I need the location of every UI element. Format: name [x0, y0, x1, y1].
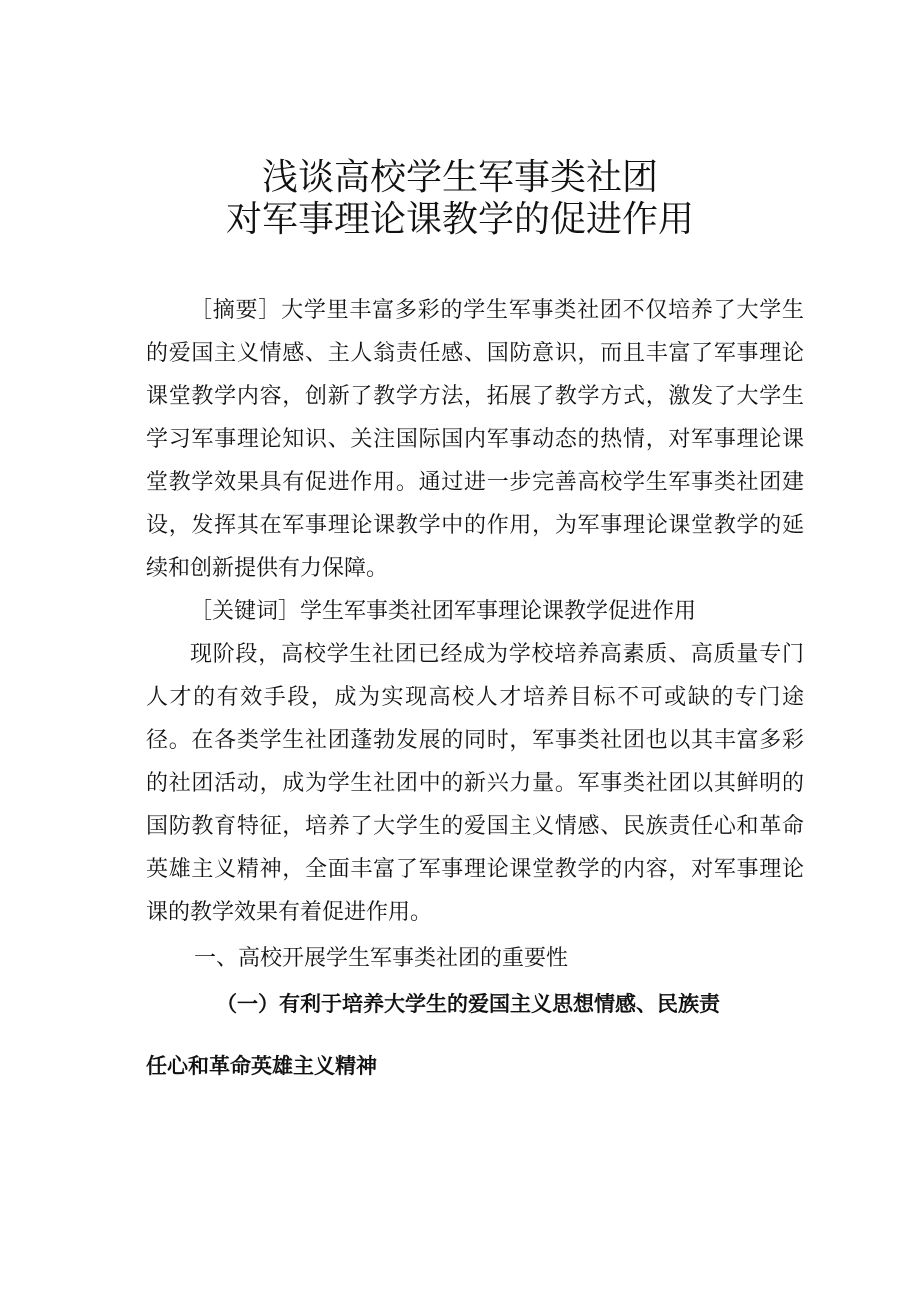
document-title-line-2: 对军事理论课教学的促进作用 [225, 199, 694, 240]
keywords-section [146, 590, 804, 633]
section-heading-1: 一、高校开展学生军事类社团的重要性 [194, 946, 569, 971]
document-title-line-1: 浅谈高校学生军事类社团 [261, 157, 658, 198]
subsection-heading-1-line-2: 任心和革命英雄主义精神 [146, 1054, 377, 1078]
keywords-paragraph: ［关键词］学生军事类社团军事理论课教学促进作用 [190, 599, 697, 624]
abstract-paragraph: ［摘要］大学里丰富多彩的学生军事类社团不仅培养了大学生的爱国主义情感、主人翁责任感、国防意识，而且丰富了军事理论课堂教学内容，创新了教学方法，拓展了教学方式，激发了大学生学习军事理论知识、关注国际国内军事动态的热情，对军事理论课堂教学效果具有促进作用。通过进一步完善高校学生军事类社团建设，发挥其在军事理论课教学中的作用，为军事理论课堂教学的延续和创新提供有力保障。 [146, 298, 804, 581]
abstract-section [146, 289, 804, 590]
subsection-heading-1-line-1: （一）有利于培养大学生的爱国主义思想情感、民族责 [216, 992, 720, 1016]
intro-paragraph: 现阶段，高校学生社团已经成为学校培养高素质、高质量专门人才的有效手段，成为实现高校人才培养目标不可或缺的专门途径。在各类学生社团蓬勃发展的同时，军事类社团也以其丰富多彩的社团活动，成为学生社团中的新兴力量。军事类社团以其鲜明的国防教育特征，培养了大学生的爱国主义情感、民族责任心和革命英雄主义精神，全面丰富了军事理论课堂教学的内容，对军事理论课的教学效果有着促进作用。 [146, 642, 804, 925]
intro-section [146, 633, 804, 934]
